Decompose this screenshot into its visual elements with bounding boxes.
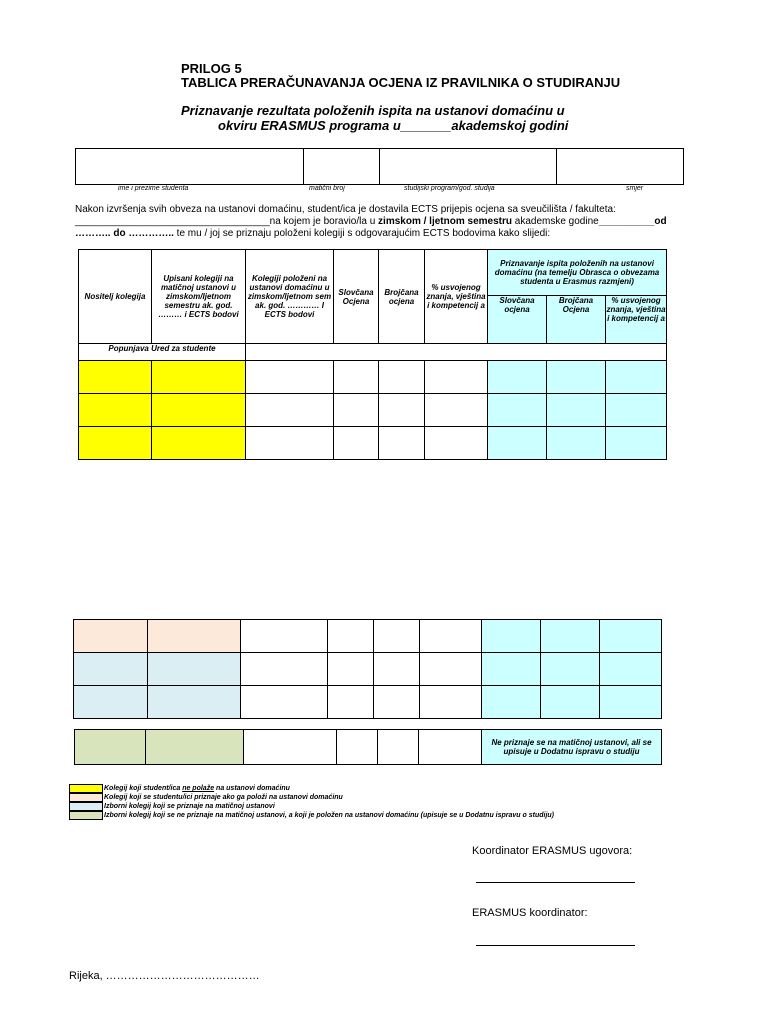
header-upisani: Upisani kolegiji na matičnoj ustanovi u zimskom/ljetnom semestru ak. god. ……… i ECTS bodovi bbox=[152, 250, 246, 344]
koordinator-ugovora-label: Koordinator ERASMUS ugovora: bbox=[472, 845, 633, 857]
header-slovcana: Slovčana Ocjena bbox=[334, 250, 379, 344]
grades-table bbox=[78, 249, 667, 460]
signature-line-koordinator[interactable] bbox=[476, 945, 635, 946]
legend-swatch bbox=[69, 811, 103, 820]
legend-text: Kolegij koji se studentu/ici priznaje ako ga položi na ustanovi domaćinu bbox=[104, 794, 343, 801]
legend-text-pre: Kolegij koji student/ica bbox=[104, 785, 183, 792]
legend-swatch bbox=[69, 784, 103, 793]
cell[interactable] bbox=[328, 620, 374, 653]
cell[interactable] bbox=[488, 427, 547, 460]
paragraph-line2-c: akademske godine bbox=[511, 216, 599, 227]
cell[interactable] bbox=[246, 427, 334, 460]
signature-line-ugovor[interactable] bbox=[476, 882, 635, 883]
table-row bbox=[79, 394, 667, 427]
label-student-name: ime i prezime studenta bbox=[118, 185, 189, 192]
cell[interactable] bbox=[547, 427, 606, 460]
cell[interactable] bbox=[420, 686, 482, 719]
cell[interactable] bbox=[334, 361, 379, 394]
cell[interactable] bbox=[152, 427, 246, 460]
erasmus-koordinator-label: ERASMUS koordinator: bbox=[472, 907, 588, 919]
cell[interactable] bbox=[600, 620, 662, 653]
non-recognized-note: Ne priznaje se na matičnoj ustanovi, ali se upisuje u Dodatnu ispravu o studiju bbox=[482, 730, 662, 765]
cell[interactable] bbox=[420, 620, 482, 653]
intro-paragraph bbox=[75, 204, 685, 240]
header-polozeni: Kolegiji položeni na ustanovi domaćinu u zimskom/ljetnom sem ak. god. ………… I ECTS bodovi bbox=[246, 250, 334, 344]
paragraph-line2 bbox=[75, 216, 685, 228]
cell[interactable] bbox=[148, 686, 241, 719]
cell[interactable] bbox=[379, 394, 425, 427]
cell[interactable] bbox=[374, 653, 420, 686]
popunjava-label: Popunjava Ured za studente bbox=[79, 344, 246, 361]
non-recognized-table bbox=[74, 729, 662, 765]
cell[interactable] bbox=[246, 361, 334, 394]
cell[interactable] bbox=[379, 361, 425, 394]
cell[interactable] bbox=[425, 427, 488, 460]
header-brojcana: Brojčana ocjena bbox=[379, 250, 425, 344]
cell[interactable] bbox=[482, 653, 541, 686]
cell[interactable] bbox=[241, 653, 328, 686]
table-row bbox=[74, 653, 662, 686]
cell[interactable] bbox=[374, 686, 420, 719]
cell[interactable] bbox=[241, 686, 328, 719]
cell[interactable] bbox=[337, 730, 378, 765]
cell[interactable] bbox=[152, 361, 246, 394]
cell[interactable] bbox=[541, 686, 600, 719]
table-row bbox=[74, 686, 662, 719]
label-student-id: matični broj bbox=[309, 185, 345, 192]
header-nositelj: Nositelj kolegija bbox=[79, 250, 152, 344]
paragraph-semester: zimskom / ljetnom semestru bbox=[378, 216, 512, 227]
table-row bbox=[79, 427, 667, 460]
cell[interactable] bbox=[488, 394, 547, 427]
cell[interactable] bbox=[152, 394, 246, 427]
cell[interactable] bbox=[600, 686, 662, 719]
cell[interactable] bbox=[75, 730, 146, 765]
subtitle-line1: Priznavanje rezultata položenih ispita na ustanovi domaćinu u bbox=[181, 103, 565, 118]
cell[interactable] bbox=[541, 620, 600, 653]
cell[interactable] bbox=[606, 361, 667, 394]
table-row bbox=[74, 620, 662, 653]
paragraph-line2-a: ___________________________________na kojem je boravio/la u bbox=[75, 216, 379, 227]
elective-table bbox=[73, 619, 662, 719]
cell[interactable] bbox=[378, 730, 419, 765]
cell[interactable] bbox=[600, 653, 662, 686]
cell[interactable] bbox=[146, 730, 244, 765]
cell[interactable] bbox=[74, 686, 148, 719]
legend-swatch bbox=[69, 802, 103, 811]
cell[interactable] bbox=[379, 427, 425, 460]
cell[interactable] bbox=[334, 394, 379, 427]
legend-text: Izborni kolegij koji se priznaje na matičnoj ustanovi bbox=[104, 803, 275, 810]
document-title: TABLICA PRERAČUNAVANJA OCJENA IZ PRAVILNIKA O STUDIRANJU bbox=[181, 75, 621, 90]
cell[interactable] bbox=[148, 653, 241, 686]
cell[interactable] bbox=[606, 427, 667, 460]
cell[interactable] bbox=[547, 361, 606, 394]
subheader-brojcana: Brojčana Ocjena bbox=[547, 296, 606, 344]
cell[interactable] bbox=[328, 686, 374, 719]
subheader-postotak: % usvojenog znanja, vještina i kompetencij a bbox=[606, 296, 667, 344]
header-postotak: % usvojenog znanja, vještina i kompetencij a bbox=[425, 250, 488, 344]
paragraph-line2-d: __________od bbox=[598, 216, 667, 227]
legend-text-post: na ustanovi domaćinu bbox=[214, 785, 290, 792]
cell[interactable] bbox=[482, 620, 541, 653]
paragraph-line3-a: ……….. do ………….. bbox=[75, 228, 174, 239]
cell[interactable] bbox=[374, 620, 420, 653]
study-program-cell[interactable] bbox=[380, 149, 557, 185]
cell[interactable] bbox=[241, 620, 328, 653]
header-priznavanje-group: Priznavanje ispita položenih na ustanovi domaćinu (na temelju Obrasca o obvezama studenta u Erasmus razmjeni) bbox=[488, 250, 667, 296]
place-date: Rijeka, …………………………………… bbox=[69, 970, 260, 982]
cell[interactable] bbox=[79, 394, 152, 427]
cell[interactable] bbox=[606, 394, 667, 427]
cell[interactable] bbox=[419, 730, 482, 765]
student-id-cell[interactable] bbox=[304, 149, 380, 185]
cell[interactable] bbox=[425, 361, 488, 394]
cell[interactable] bbox=[425, 394, 488, 427]
table-row bbox=[75, 730, 662, 765]
paragraph-line3 bbox=[75, 228, 685, 240]
popunjava-blank bbox=[246, 344, 667, 361]
cell[interactable] bbox=[74, 653, 148, 686]
cell[interactable] bbox=[74, 620, 148, 653]
paragraph-line3-b: te mu / joj se priznaju položeni kolegiji s odgovarajućim ECTS bodovima kako slijedi: bbox=[173, 228, 551, 239]
label-study-program: studijski program/god. studija bbox=[404, 185, 495, 192]
student-info-box bbox=[75, 148, 684, 185]
cell[interactable] bbox=[541, 653, 600, 686]
legend-text-underline: ne polaže bbox=[182, 785, 215, 792]
cell[interactable] bbox=[420, 653, 482, 686]
direction-cell[interactable] bbox=[557, 149, 684, 185]
cell[interactable] bbox=[334, 427, 379, 460]
paragraph-line1: Nakon izvršenja svih obveza na ustanovi domaćinu, student/ica je dostavila ECTS prijepis ocjena sa sveučilišta / fakulteta: bbox=[75, 204, 616, 215]
table-row bbox=[79, 361, 667, 394]
cell[interactable] bbox=[79, 361, 152, 394]
cell[interactable] bbox=[79, 427, 152, 460]
cell[interactable] bbox=[328, 653, 374, 686]
student-name-cell[interactable] bbox=[76, 149, 304, 185]
cell[interactable] bbox=[547, 394, 606, 427]
prilog-label: PRILOG 5 bbox=[181, 61, 242, 76]
cell[interactable] bbox=[148, 620, 241, 653]
subtitle-line2: okviru ERASMUS programa u_______akademskoj godini bbox=[218, 118, 569, 133]
legend-text bbox=[104, 784, 290, 793]
label-direction: smjer bbox=[626, 185, 644, 192]
subheader-slovcana: Slovčana ocjena bbox=[488, 296, 547, 344]
cell[interactable] bbox=[488, 361, 547, 394]
legend-text: Izborni kolegij koji se ne priznaje na matičnoj ustanovi, a koji je položen na ustanovi domaćinu (upisuje se u Dodatnu ispravu o studiju) bbox=[104, 812, 555, 819]
cell[interactable] bbox=[244, 730, 337, 765]
cell[interactable] bbox=[246, 394, 334, 427]
cell[interactable] bbox=[482, 686, 541, 719]
legend-swatch bbox=[69, 793, 103, 802]
